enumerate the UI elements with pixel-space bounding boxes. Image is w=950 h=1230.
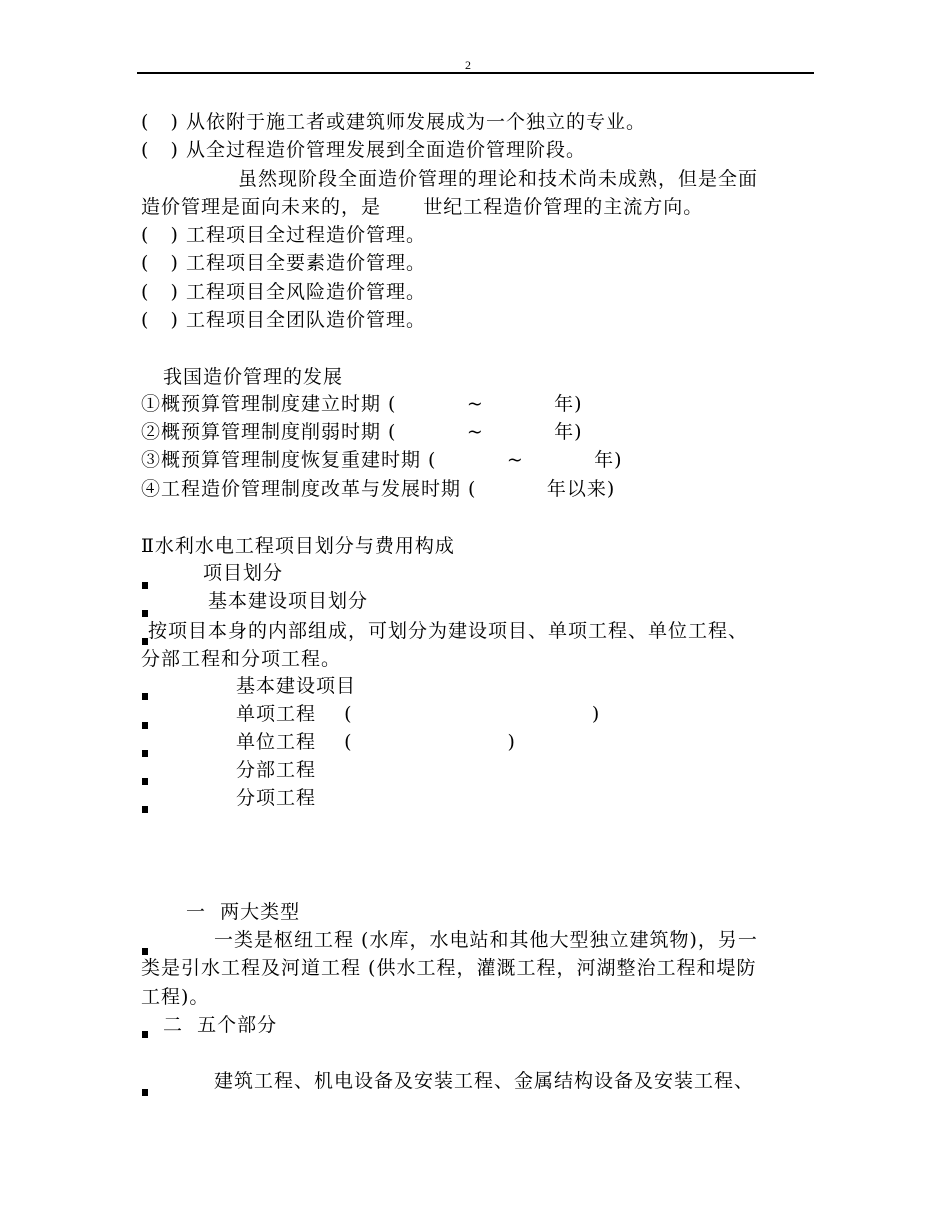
bullet-marker xyxy=(142,750,148,757)
intro-paragraph-line-1: 虽然现阶段全面造价管理的理论和技术尚未成熟，但是全面 xyxy=(238,168,759,190)
intro-item-1: ( ) 从依附于施工者或建筑师发展成为一个独立的专业。 xyxy=(141,111,646,133)
intro-sub-4: ( ) 工程项目全团队造价管理。 xyxy=(141,309,426,331)
bullet-marker xyxy=(142,948,148,955)
bullet-marker xyxy=(142,778,148,785)
intro-paragraph-line-2: 造价管理是面向未来的，是 世纪工程造价管理的主流方向。 xyxy=(141,196,704,218)
composition-line-1: 按项目本身的内部组成，可划分为建设项目、单项工程、单位工程、 xyxy=(148,620,749,642)
types-paragraph-line-3: 工程)。 xyxy=(141,986,210,1008)
types-paragraph-line-1: 一类是枢纽工程 (水库，水电站和其他大型独立建筑物)，另一 xyxy=(214,929,758,951)
china-period-2: ②概预算管理制度削弱时期 ( ~ 年) xyxy=(141,421,583,443)
level-item-work: 分项工程 xyxy=(236,787,317,809)
level-construction-project: 基本建设项目 xyxy=(236,675,357,697)
level-unit-work: 单位工程 ( ) xyxy=(236,731,516,753)
types-paragraph-line-2: 类是引水工程及河道工程 (供水工程，灌溉工程，河湖整治工程和堤防 xyxy=(141,957,757,979)
bullet-basic-construction: 基本建设项目划分 xyxy=(208,590,369,612)
composition-line-2: 分部工程和分项工程。 xyxy=(141,648,342,670)
intro-sub-1: ( ) 工程项目全过程造价管理。 xyxy=(141,224,426,246)
bullet-marker xyxy=(142,693,148,700)
section-two-heading: Ⅱ水利水电工程项目划分与费用构成 xyxy=(141,535,455,557)
bullet-marker xyxy=(142,582,148,589)
bullet-project-division: 项目划分 xyxy=(203,562,284,584)
china-period-1: ①概预算管理制度建立时期 ( ~ 年) xyxy=(141,393,583,415)
intro-sub-3: ( ) 工程项目全风险造价管理。 xyxy=(141,281,426,303)
bullet-marker xyxy=(142,610,148,617)
bullet-marker xyxy=(142,806,148,813)
bullet-marker xyxy=(142,722,148,729)
five-parts-paragraph-line-1: 建筑工程、机电设备及安装工程、金属结构设备及安装工程、 xyxy=(214,1070,755,1092)
types-heading: 一 两大类型 xyxy=(186,901,301,923)
china-heading: 我国造价管理的发展 xyxy=(163,366,344,388)
intro-item-2: ( ) 从全过程造价管理发展到全面造价管理阶段。 xyxy=(141,139,586,161)
china-period-3: ③概预算管理制度恢复重建时期 ( ~ 年) xyxy=(141,449,623,471)
china-period-4: ④工程造价管理制度改革与发展时期 ( 年以来) xyxy=(141,478,616,500)
level-single-item: 单项工程 ( ) xyxy=(236,703,601,725)
level-division-work: 分部工程 xyxy=(236,759,317,781)
five-parts-heading: 二 五个部分 xyxy=(163,1014,278,1036)
bullet-marker xyxy=(142,1031,148,1038)
bullet-marker xyxy=(142,1089,148,1096)
page-number: 2 xyxy=(465,58,471,72)
intro-sub-2: ( ) 工程项目全要素造价管理。 xyxy=(141,252,426,274)
header-rule xyxy=(137,72,814,74)
